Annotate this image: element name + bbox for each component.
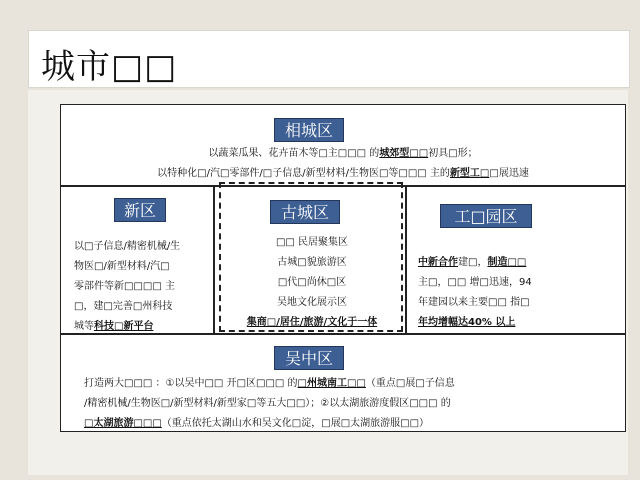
wuzhong-highlight-1: □州城南工□□: [297, 378, 366, 389]
wuzhong-line-2: /精密机械/生物医□/新型材料/新型家□等五大□□）；②以太湖旅游度假区□□□ 的: [84, 398, 451, 409]
gongye-heading: 工□园区: [440, 204, 532, 228]
gucheng-text: □□ 民居聚集区 古城□貌旅游区 □代□尚休□区 吴地文化展示区 集商□/居住/旅游/文化于一体: [222, 233, 402, 333]
xiangcheng-highlight-1: 城郊型□□: [379, 148, 429, 159]
xiangcheng-line-1: 以蔬菜瓜果、花卉苗木等□主□□□ 的城郊型□□初具□形；: [208, 148, 478, 159]
xinqu-highlight: 科技□新平台: [94, 321, 154, 332]
wuzhong-line-3: □太湖旅游□□□（重点依托太湖山水和吴文化□淀，□展□太湖旅游服□□）: [84, 418, 430, 429]
xiangcheng-heading: 相城区: [274, 118, 344, 142]
gongye-highlight-2: 制造□□: [487, 257, 527, 268]
gongye-highlight-1: 中新合作: [418, 257, 458, 268]
slide-title: 城市□□: [41, 47, 178, 87]
title-bar: [28, 30, 630, 88]
xiangcheng-text: [62, 144, 624, 184]
gongye-text: 中新合作建□，制造□□ 主□，□□ 增□迅速，94 年建园以来主要□□ 指□ 年均增幅达40% 以上: [418, 253, 618, 333]
gongye-highlight-3: 年均增幅达40% 以上: [418, 317, 516, 328]
xinqu-heading: 新区: [114, 198, 166, 222]
wuzhong-highlight-2: □太湖旅游□□□: [84, 418, 162, 429]
wuzhong-heading: 吴中区: [274, 346, 344, 370]
wuzhong-line-1: 打造两大□□□ ：①以吴中□□ 开□区□□□ 的□州城南工□□（重点□展□子信息: [84, 378, 455, 389]
gucheng-heading: 古城区: [270, 200, 340, 224]
xiangcheng-highlight-2: 新型工□: [449, 168, 490, 179]
gucheng-highlight: 集商□/居住/旅游/文化于一体: [246, 317, 378, 328]
xiangcheng-line-2: 以特种化□/汽□零部件/□子信息/新型材料/生物医□等□□□ 主的新型工□□展迅速: [157, 168, 529, 179]
xinqu-text: 以□子信息/精密机械/生 物医□/新型材料/汽□ 零部件等新□□□□ 主 □，建□完善□州科技 城等科技□新平台: [74, 241, 181, 332]
wuzhong-text: [84, 374, 614, 434]
